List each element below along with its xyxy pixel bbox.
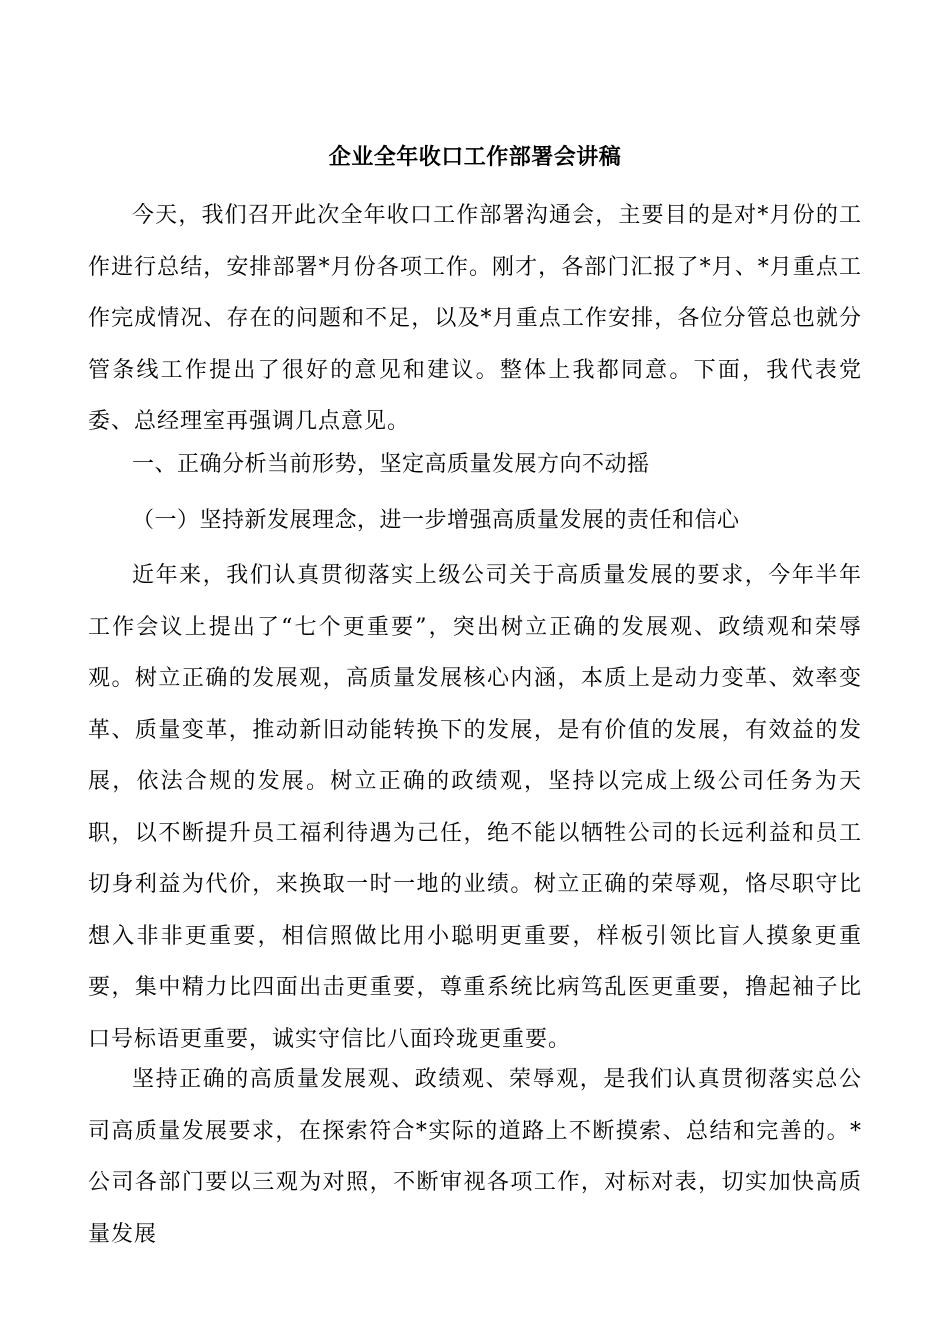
paragraph-body-2: 坚持正确的高质量发展观、政绩观、荣辱观，是我们认真贯彻落实总公司高质量发展要求，在探索符合*实际的道路上不断摸索、总结和完善的。*公司各部门要以三观为对照，不断审视各项工作，对标对表，切实加快高质量发展 xyxy=(88,1067,862,1247)
subsection-heading-1: （一）坚持新发展理念，进一步增强高质量发展的责任和信心 xyxy=(132,508,740,533)
paragraph-intro: 今天，我们召开此次全年收口工作部署沟通会，主要目的是对*月份的工作进行总结，安排部署*月份各项工作。刚才，各部门汇报了*月、*月重点工作完成情况、存在的问题和不足，以及*月重点工作安排，各位分管总也就分管条线工作提出了很好的意见和建议。整体上我都同意。下面，我代表党委、总经理室再强调几点意见。 xyxy=(88,203,862,434)
paragraph-body-1: 近年来，我们认真贯彻落实上级公司关于高质量发展的要求，今年半年工作会议上提出了“七个更重要”，突出树立正确的发展观、政绩观和荣辱观。树立正确的发展观，高质量发展核心内涵，本质上是动力变革、效率变革、质量变革，推动新旧动能转换下的发展，是有价值的发展，有效益的发展，依法合规的发展。树立正确的政绩观，坚持以完成上级公司任务为天职，以不断提升员工福利待遇为己任，绝不能以牺牲公司的长远利益和员工切身利益为代价，来换取一时一地的业绩。树立正确的荣辱观，恪尽职守比想入非非更重要，相信照做比用小聪明更重要，样板引领比盲人摸象更重要，集中精力比四面出击更重要，尊重系统比病笃乱医更重要，撸起袖子比口号标语更重要，诚实守信比八面玲珑更重要。 xyxy=(88,563,862,1052)
document-title: 企业全年收口工作部署会讲稿 xyxy=(328,144,622,170)
section-heading-1: 一、正确分析当前形势，坚定高质量发展方向不动摇 xyxy=(132,452,650,477)
